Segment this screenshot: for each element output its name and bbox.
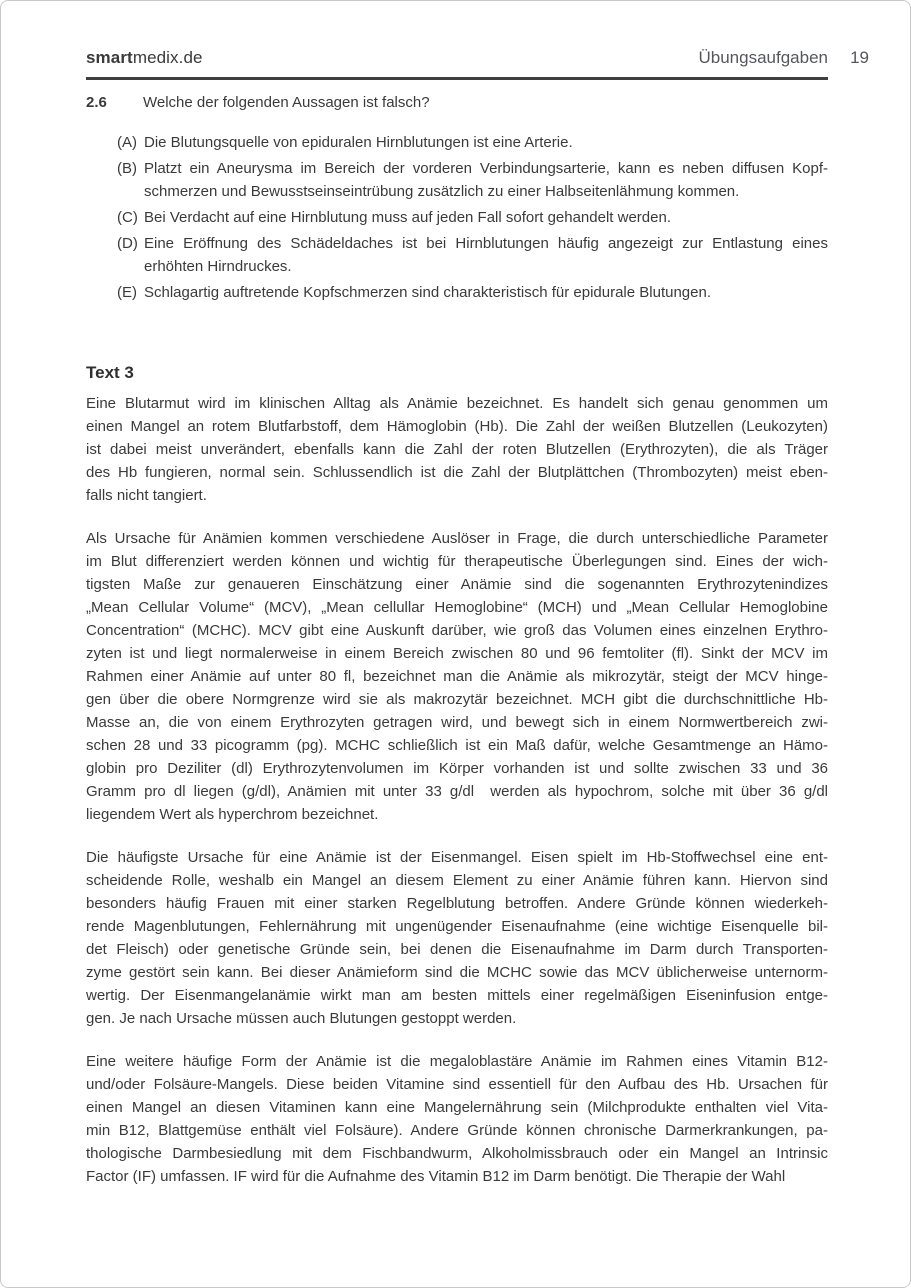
paragraph-line: und/oder Folsäure-Mangels. Diese beiden Vitamine sind essentiell für den Aufbau des Hb. Ursachen für xyxy=(86,1076,828,1093)
option-text xyxy=(144,206,828,229)
option-label: (E) xyxy=(117,284,137,301)
page-header xyxy=(86,1,869,69)
text-paragraph xyxy=(86,1050,828,1188)
paragraph-line: globin pro Deziliter (dl) Erythrozytenvolumen im Körper vorhanden ist und sollte zwischen 33 und 36 xyxy=(86,760,828,777)
question-number: 2.6 xyxy=(86,94,107,111)
paragraph-line: wertig. Der Eisenmangelanämie wirkt man am besten mittels einer regelmäßigen Eiseninfusion entge- xyxy=(86,987,828,1004)
option-line: Die Blutungsquelle von epiduralen Hirnblutungen ist eine Arterie. xyxy=(144,134,573,151)
option-label: (D) xyxy=(117,235,138,252)
answer-option xyxy=(86,232,828,278)
option-text xyxy=(144,232,828,278)
paragraph-line: det Fleisch) oder genetische Gründe sein, bei denen die Eisenaufnahme im Darm durch Transporten- xyxy=(86,941,828,958)
brand-rest-part: medix.de xyxy=(132,48,203,67)
option-line: Platzt ein Aneurysma im Bereich der vorderen Verbindungsarterie, kann es neben diffusen Kopf- xyxy=(144,160,828,177)
paragraph-line: des Hb fungieren, normal sein. Schlussendlich ist die Zahl der Blutplättchen (Thrombozyten) meist eben- xyxy=(86,464,828,481)
paragraph-line: Factor (IF) umfassen. IF wird für die Aufnahme des Vitamin B12 im Darm benötigt. Die Therapie der Wahl xyxy=(86,1168,786,1185)
paragraph-line: scheidende Rolle, weshalb ein Mangel an diesem Element zu einer Anämie führen kann. Hiervon sind xyxy=(86,872,828,889)
paragraph-line: einen Mangel an diesen Vitaminen kann eine Mangelernährung sein (Milchprodukte enthalten viel Vita- xyxy=(86,1099,828,1116)
paragraph-line: Concentration“ (MCHC). MCV gibt eine Auskunft darüber, wie groß das Volumen eines einzelnen Erythro- xyxy=(86,622,828,639)
answer-option xyxy=(86,131,828,154)
paragraph-line: Als Ursache für Anämien kommen verschiedene Auslöser in Frage, die durch unterschiedliche Parameter xyxy=(86,530,828,547)
paragraph-line: Eine weitere häufige Form der Anämie ist die megaloblastäre Anämie im Rahmen eines Vitamin B12- xyxy=(86,1053,828,1070)
paragraph-line: „Mean Cellular Volume“ (MCV), „Mean cellullar Hemoglobine“ (MCH) und „Mean Cellular Hemoglobine xyxy=(86,599,828,616)
option-label: (B) xyxy=(117,160,137,177)
question-text: Welche der folgenden Aussagen ist falsch? xyxy=(143,94,430,111)
answer-option xyxy=(86,281,828,304)
text3-heading: Text 3 xyxy=(86,363,134,382)
paragraph-line: gen über die obere Normgrenze wird sie als makrozytär bezeichnet. MCH gibt die durchschnittliche Hb- xyxy=(86,691,828,708)
answer-option xyxy=(86,206,828,229)
paragraph-line: im Blut differenziert werden können und wichtig für therapeutische Überlegungen sind. Eines der wich- xyxy=(86,553,828,570)
option-label: (A) xyxy=(117,134,137,151)
brand-bold-part: smart xyxy=(86,48,133,67)
page-content xyxy=(86,1,869,1188)
option-text xyxy=(144,281,828,304)
paragraph-line: Die häufigste Ursache für eine Anämie ist der Eisenmangel. Eisen spielt im Hb-Stoffwechsel eine ent- xyxy=(86,849,828,866)
answer-option xyxy=(86,157,828,203)
paragraph-line: einen Mangel an rotem Blutfarbstoff, dem Hämoglobin (Hb). Die Zahl der weißen Blutzellen (Leukozyten) xyxy=(86,418,828,435)
paragraph-line: ist dabei meist unverändert, ebenfalls kann die Zahl der roten Blutzellen (Erythrozyten), die als Träger xyxy=(86,441,828,458)
question-block xyxy=(86,92,828,114)
paragraph-line: min B12, Blattgemüse enthält viel Folsäure). Andere Gründe können chronische Darmerkrankungen, pa- xyxy=(86,1122,828,1139)
paragraph-line: zyme gestört sein kann. Bei dieser Anämieform sind die MCHC sowie das MCV üblicherweise unternorm- xyxy=(86,964,828,981)
option-text xyxy=(144,131,828,154)
text-paragraph xyxy=(86,846,828,1030)
option-label: (C) xyxy=(117,209,138,226)
text-paragraph xyxy=(86,392,828,507)
option-text xyxy=(144,157,828,203)
paragraph-line: rende Magenblutungen, Fehlernährung mit ungenügender Eisenaufnahme (eine wichtige Eisenquelle bil- xyxy=(86,918,828,935)
header-rule xyxy=(86,77,828,80)
brand-logo xyxy=(86,47,203,69)
paragraph-line: zyten ist und liegt normalerweise in einem Bereich zwischen 80 und 96 femtoliter (fl). Sinkt der MCV im xyxy=(86,645,828,662)
page-number: 19 xyxy=(850,48,869,67)
paragraph-line: tigsten Maße zur genaueren Einschätzung einer Anämie sind die sogenannten Erythrozytenindizes xyxy=(86,576,828,593)
paragraph-line: Masse an, die von einem Erythrozyten getragen wird, und bewegt sich in einem Normwertbereich zwi- xyxy=(86,714,828,731)
paragraph-line: Eine Blutarmut wird im klinischen Alltag als Anämie bezeichnet. Es handelt sich genau genommen um xyxy=(86,395,828,412)
option-line: schmerzen und Bewusstseinseintrübung zusätzlich zu einer Halbseitenlähmung kommen. xyxy=(144,183,740,200)
option-line: Schlagartig auftretende Kopfschmerzen sind charakteristisch für epidurale Blutungen. xyxy=(144,284,711,301)
paragraph-line: besonders häufig Frauen mit einer starken Regelblutung betroffen. Andere Gründe können wiederkeh- xyxy=(86,895,828,912)
text-paragraph xyxy=(86,527,828,826)
paragraph-line: Gramm pro dl liegen (g/dl), Anämien mit unter 33 g/dl werden als hypochrom, solche mit über 36 g/dl xyxy=(86,783,828,800)
paragraph-line: liegendem Wert als hyperchrom bezeichnet. xyxy=(86,806,379,823)
text3-paragraphs xyxy=(86,392,828,1188)
option-line: Bei Verdacht auf eine Hirnblutung muss auf jeden Fall sofort gehandelt werden. xyxy=(144,209,671,226)
header-section-title: Übungsaufgaben xyxy=(698,48,828,67)
paragraph-line: falls nicht tangiert. xyxy=(86,487,207,504)
paragraph-line: Rahmen einer Anämie auf unter 80 fl, bezeichnet man die Anämie als mikrozytär, steigt der MCV hinge- xyxy=(86,668,828,685)
paragraph-line: thologische Darmbesiedlung mit dem Fischbandwurm, Alkoholmissbrauch oder ein Mangel an Intrinsic xyxy=(86,1145,828,1162)
options-list xyxy=(86,131,828,304)
option-line: Eine Eröffnung des Schädeldaches ist bei Hirnblutungen häufig angezeigt zur Entlastung eines xyxy=(144,235,828,252)
paragraph-line: gen. Je nach Ursache müssen auch Blutungen gestoppt werden. xyxy=(86,1010,517,1027)
paragraph-line: schen 28 und 33 picogramm (pg). MCHC schließlich ist ein Maß dafür, welche Gesamtmenge an Hämo- xyxy=(86,737,828,754)
option-line: erhöhten Hirndruckes. xyxy=(144,258,292,275)
